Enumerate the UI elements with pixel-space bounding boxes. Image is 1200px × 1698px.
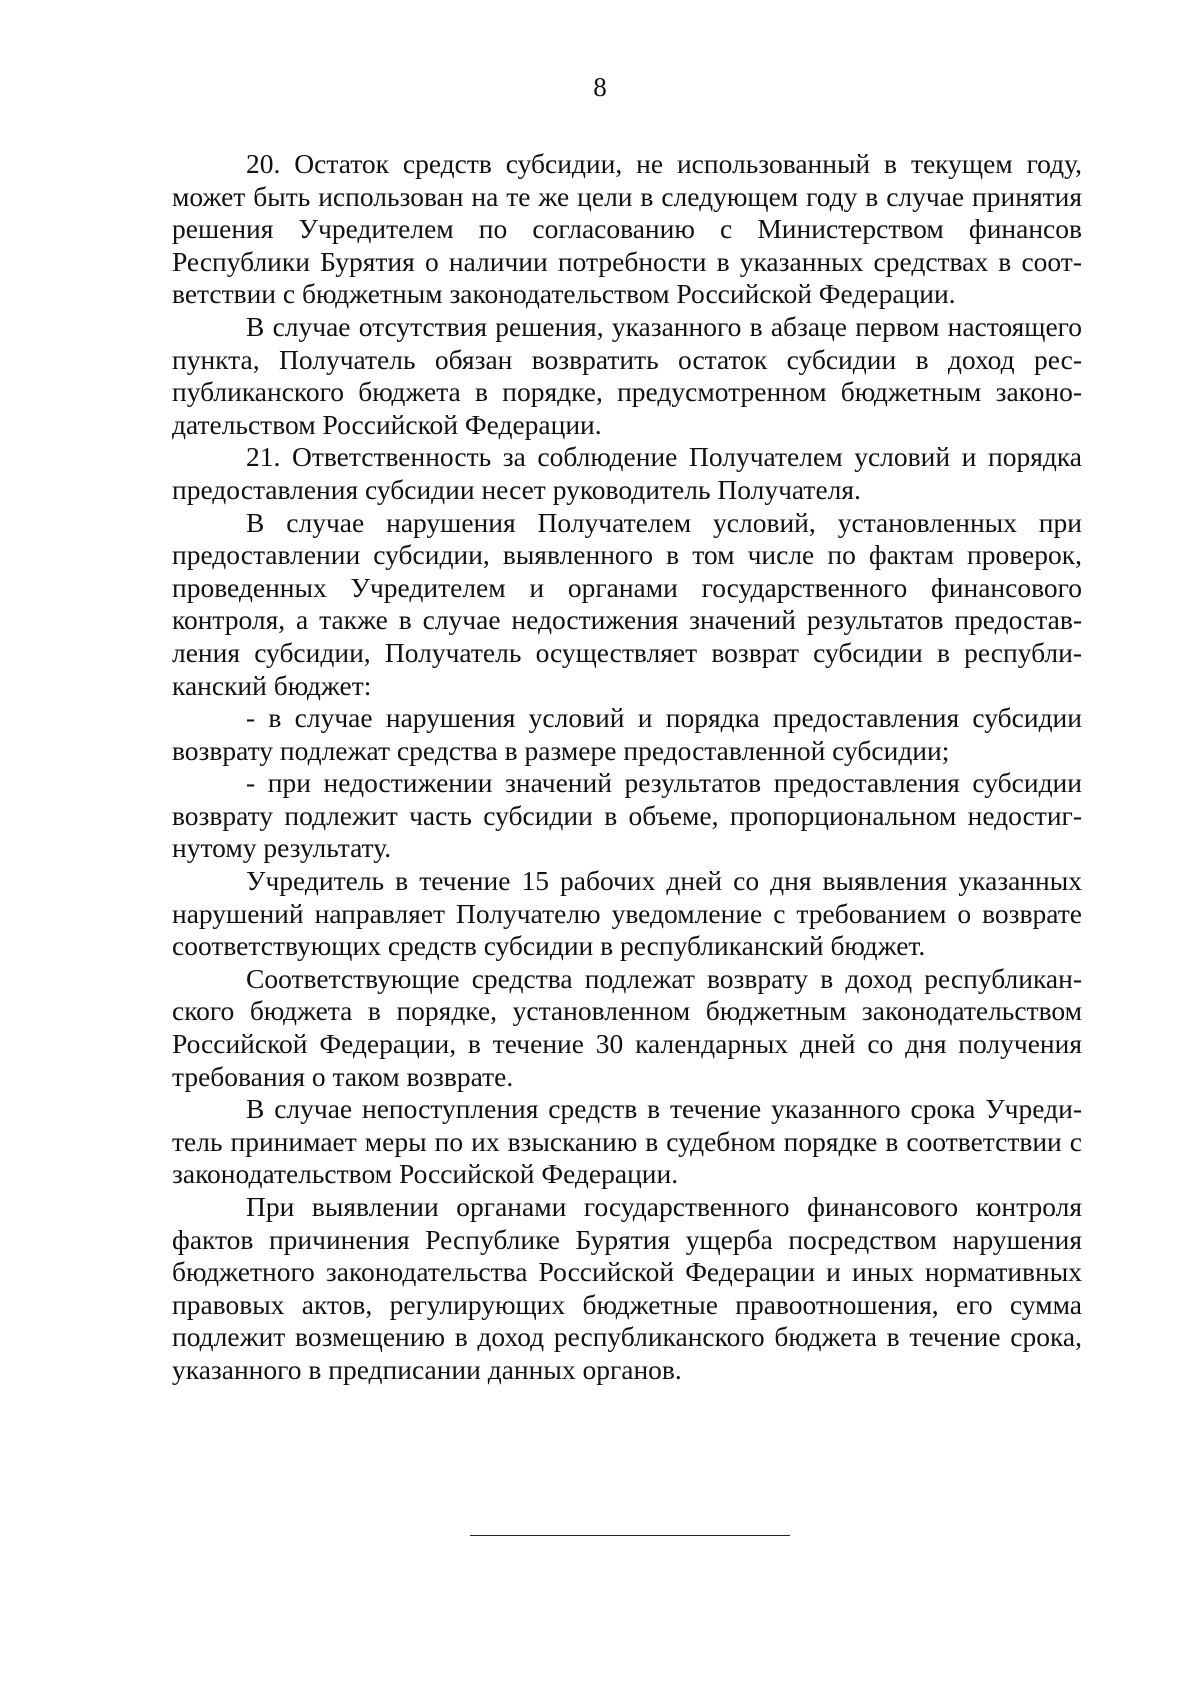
document-body bbox=[172, 148, 1082, 1387]
paragraph-return-deadline: Соответствующие средства подлежат возврату в доход республиканского бюджета в порядке, установленном бюджетным законодательством Российской Федерации, в течение 30 календарных дней со дня получения требования о таком возврате. bbox=[172, 962, 1082, 1092]
paragraph-court-recovery: В случае непоступления средств в течение указанного срока Учредитель принимает меры по их взысканию в судебном порядке в соответствии с законодательством Российской Федерации. bbox=[172, 1093, 1082, 1190]
paragraph-21-violation: В случае нарушения Получателем условий, установленных при предоставлении субсидии, выявленного в том числе по фактам проверок, проведенных Учредителем и органами государственного финансового контроля, а также в случае недостижения значений результатов предоставления субсидии, Получатель осуществляет возврат субсидии в республиканский бюджет: bbox=[172, 506, 1082, 701]
list-item-full-return: - в случае нарушения условий и порядка предоставления субсидии возврату подлежат средства в размере предоставленной субсидии; bbox=[172, 702, 1082, 766]
list-item-partial-return: - при недостижении значений результатов предоставления субсидии возврату подлежит часть субсидии в объеме, пропорциональном недостигнутому результату. bbox=[172, 767, 1082, 864]
paragraph-damage-compensation: При выявлении органами государственного финансового контроля фактов причинения Республике Бурятия ущерба посредством нарушения бюджетного законодательства Российской Федерации и иных нормативных правовых актов, регулирующих бюджетные правоотношения, его сумма подлежит возмещению в доход республиканского бюджета в течение срока, указанного в предписании данных органов. bbox=[172, 1191, 1082, 1385]
page-number: 8 bbox=[593, 72, 607, 102]
paragraph-21: 21. Ответственность за соблюдение Получателем условий и порядка предоставления субсидии несет руководитель Получателя. bbox=[172, 441, 1082, 505]
closing-rule bbox=[470, 1535, 790, 1536]
paragraph-notification: Учредитель в течение 15 рабочих дней со дня выявления указанных нарушений направляет Получателю уведомление с требованием о возврате соответствующих средств субсидии в республиканский бюджет. bbox=[172, 865, 1082, 962]
paragraph-20: 20. Остаток средств субсидии, не использованный в текущем году, может быть использован на те же цели в следующем году в случае принятия решения Учредителем по согласованию с Министерством финансов Республики Бурятия о наличии потребности в указанных средствах в соответствии с бюджетным законодательством Российской Федерации. bbox=[172, 148, 1082, 310]
paragraph-20-part-2: В случае отсутствия решения, указанного в абзаце первом настоящего пункта, Получатель обязан возвратить остаток субсидии в доход республиканского бюджета в порядке, предусмотренном бюджетным законодательством Российской Федерации. bbox=[172, 310, 1082, 440]
